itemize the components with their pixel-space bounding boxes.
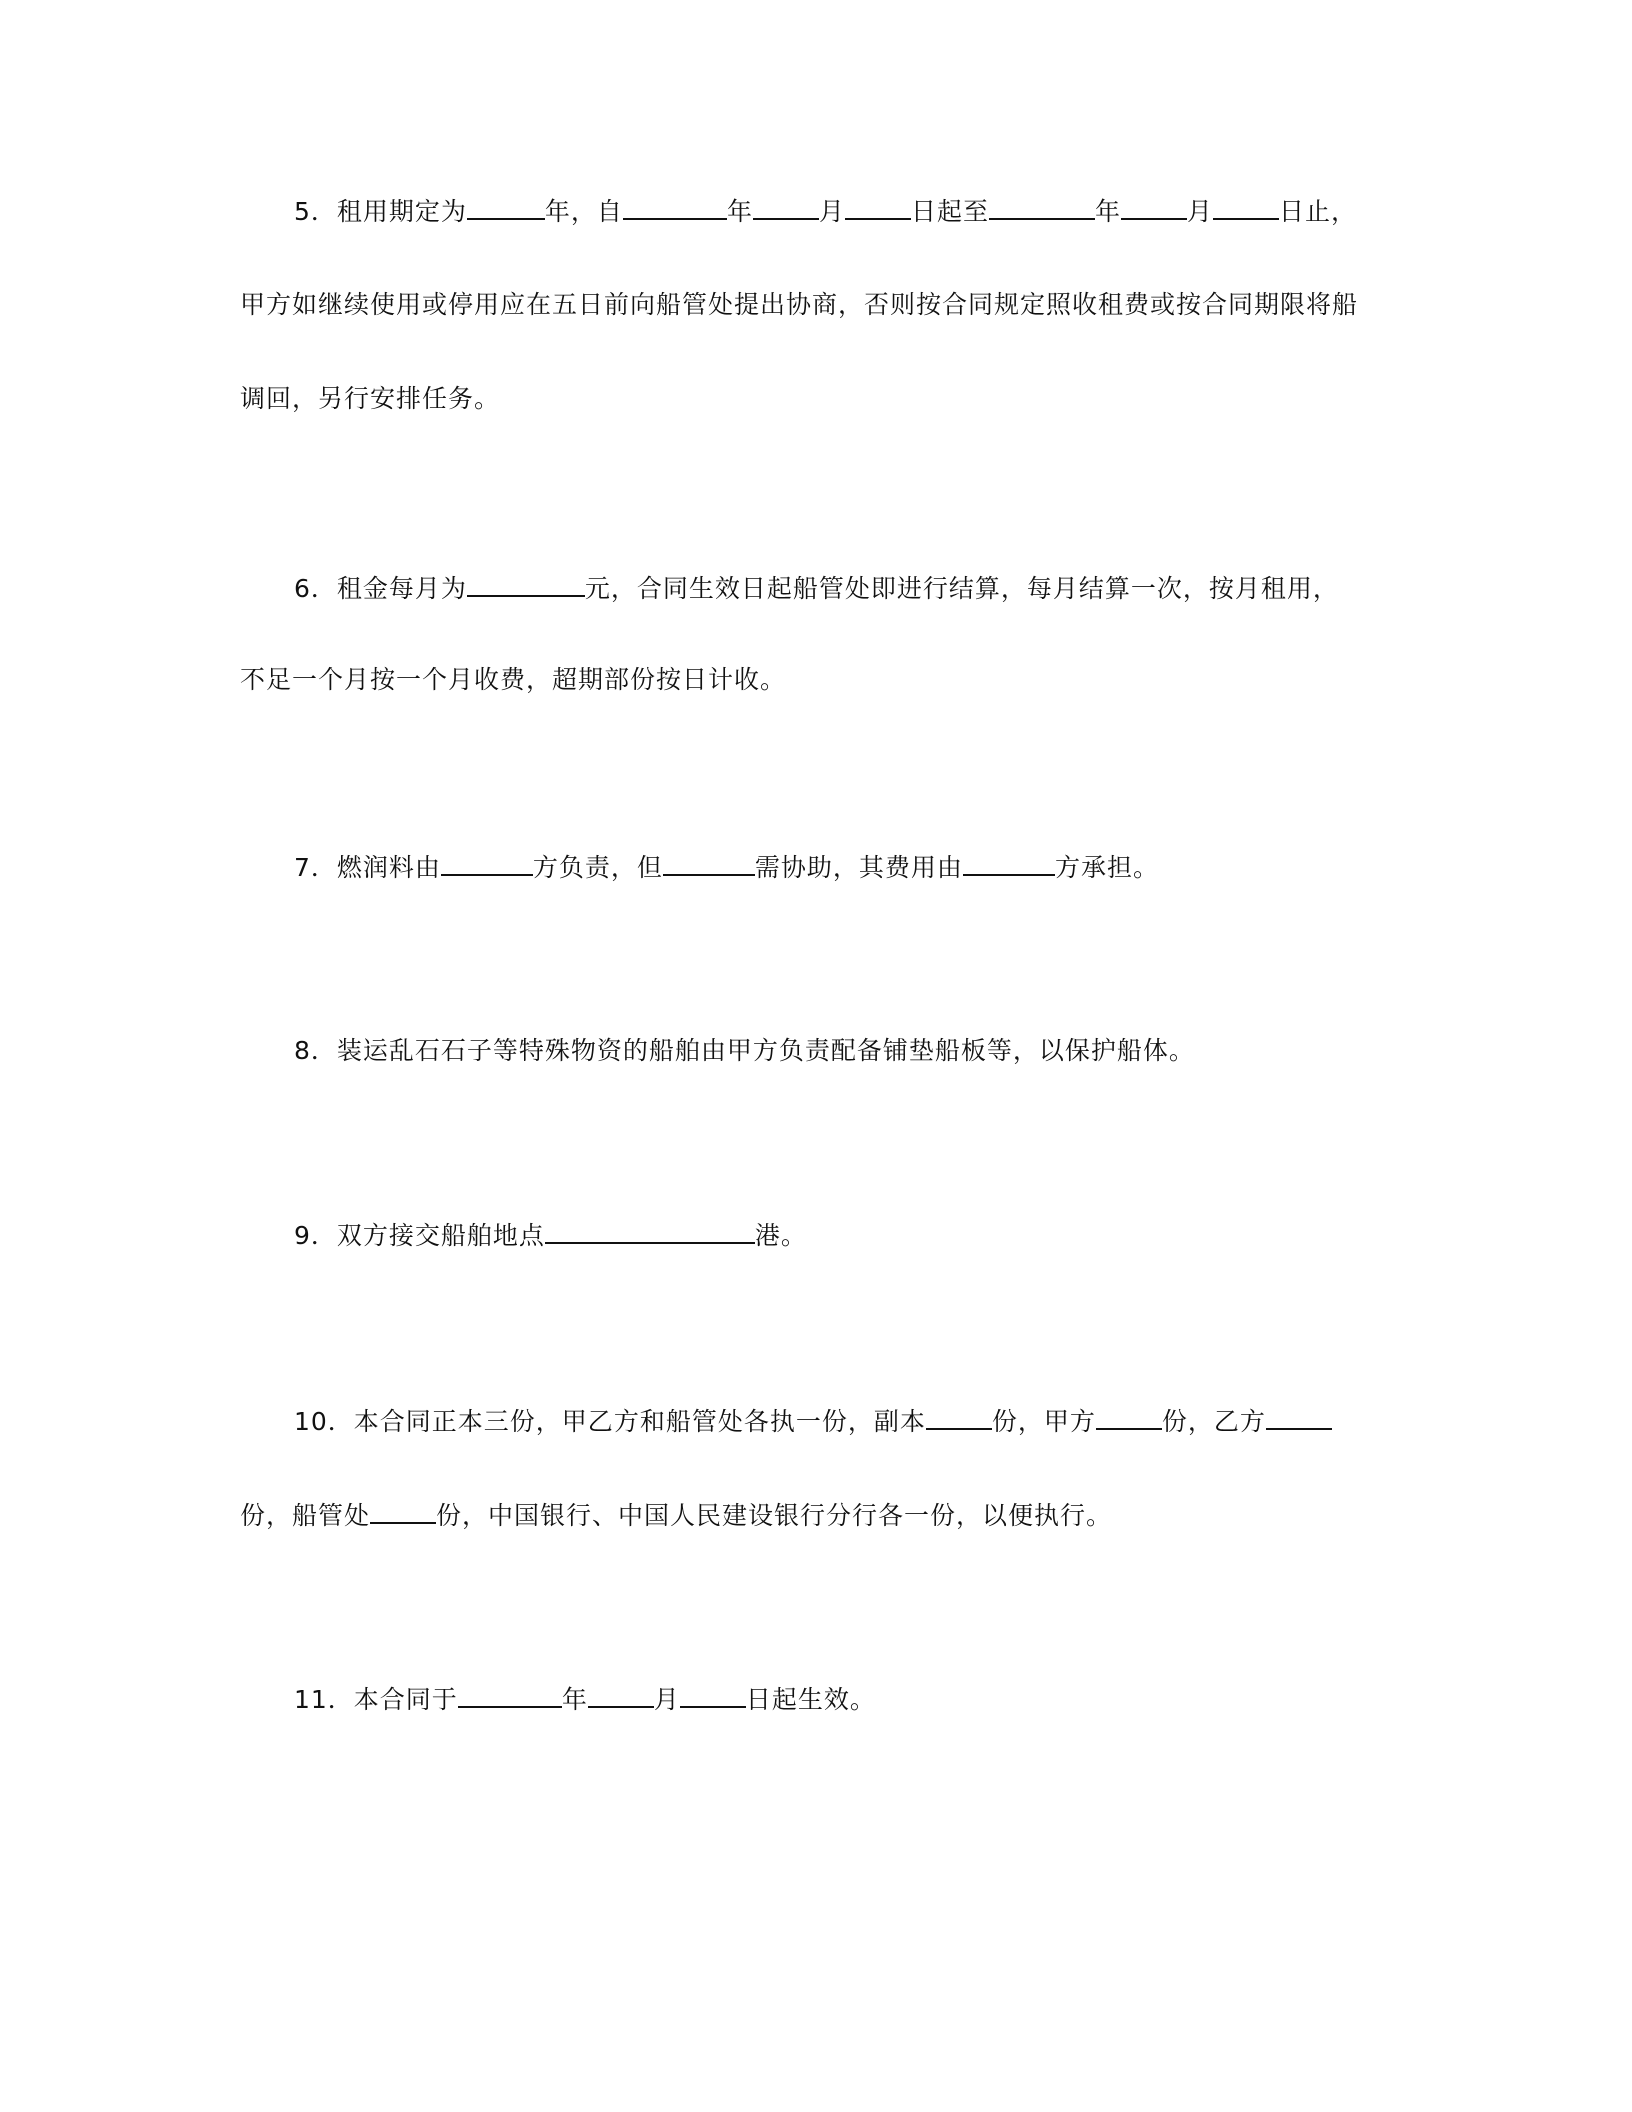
clause-11-text: 年 <box>561 1685 588 1714</box>
blank-end-year <box>989 192 1095 220</box>
clause-7-text: 需协助，其费用由 <box>754 853 963 882</box>
blank-handover-port <box>545 1216 755 1244</box>
blank-start-month <box>753 192 819 220</box>
blank-assist-party <box>663 848 755 876</box>
clause-6-line-1 <box>294 569 1339 607</box>
clause-5-text: 年，自 <box>544 197 623 226</box>
clause-6-text: 6．租金每月为 <box>294 574 467 603</box>
clause-10-text: 10．本合同正本三份，甲乙方和船管处各执一份，副本 <box>294 1407 926 1436</box>
blank-fuel-party <box>441 848 533 876</box>
clause-5-text: 月 <box>818 197 845 226</box>
clause-10-text: 份，中国银行、中国人民建设银行分行各一份，以便执行。 <box>436 1501 1113 1530</box>
clause-11-text: 月 <box>653 1685 680 1714</box>
clause-7-text: 方负责，但 <box>532 853 663 882</box>
clause-11-line-1 <box>294 1680 876 1718</box>
clause-6-line-2: 不足一个月按一个月收费，超期部份按日计收。 <box>240 665 787 694</box>
clause-10-line-1 <box>294 1402 1332 1440</box>
clause-11-text: 11．本合同于 <box>294 1685 458 1714</box>
clause-9-text: 9．双方接交船舶地点 <box>294 1221 545 1250</box>
clause-5-line-1 <box>294 192 1357 230</box>
clause-6-text: 元，合同生效日起船管处即进行结算，每月结算一次，按月租用， <box>584 574 1339 603</box>
clause-10-line-2 <box>240 1496 1112 1534</box>
blank-term-years <box>467 192 545 220</box>
blank-start-year <box>623 192 727 220</box>
clause-9-line-1 <box>294 1216 807 1254</box>
clause-9-text: 港。 <box>754 1221 807 1250</box>
clause-7-text: 方承担。 <box>1054 853 1159 882</box>
blank-party-a-copies <box>1096 1402 1162 1430</box>
clause-5-text: 日止， <box>1279 197 1358 226</box>
clause-10-text: 份，乙方 <box>1161 1407 1266 1436</box>
blank-party-b-copies <box>1266 1402 1332 1430</box>
blank-copies-count <box>926 1402 992 1430</box>
clause-10-text: 份，船管处 <box>240 1501 371 1530</box>
blank-effective-day <box>680 1680 746 1708</box>
blank-office-copies <box>370 1496 436 1524</box>
clause-5-text: 年 <box>726 197 753 226</box>
blank-effective-month <box>588 1680 654 1708</box>
clause-5-text: 5．租用期定为 <box>294 197 467 226</box>
clause-5-line-3: 调回，另行安排任务。 <box>240 384 501 413</box>
clause-5-text: 日起至 <box>910 197 989 226</box>
clause-5-text: 年 <box>1094 197 1121 226</box>
clause-5-line-2: 甲方如继续使用或停用应在五日前向船管处提出协商，否则按合同规定照收租费或按合同期限将船 <box>240 290 1359 319</box>
blank-effective-year <box>458 1680 562 1708</box>
clause-5-text: 月 <box>1187 197 1214 226</box>
clause-7-text: 7．燃润料由 <box>294 853 441 882</box>
clause-8-line-1: 8．装运乱石石子等特殊物资的船舶由甲方负责配备铺垫船板等，以保护船体。 <box>294 1036 1195 1065</box>
blank-cost-party <box>963 848 1055 876</box>
clause-11-text: 日起生效。 <box>745 1685 876 1714</box>
blank-start-day <box>845 192 911 220</box>
blank-monthly-rent <box>467 569 585 597</box>
blank-end-month <box>1121 192 1187 220</box>
blank-end-day <box>1213 192 1279 220</box>
clause-7-line-1 <box>294 848 1159 886</box>
clause-10-text: 份，甲方 <box>991 1407 1096 1436</box>
